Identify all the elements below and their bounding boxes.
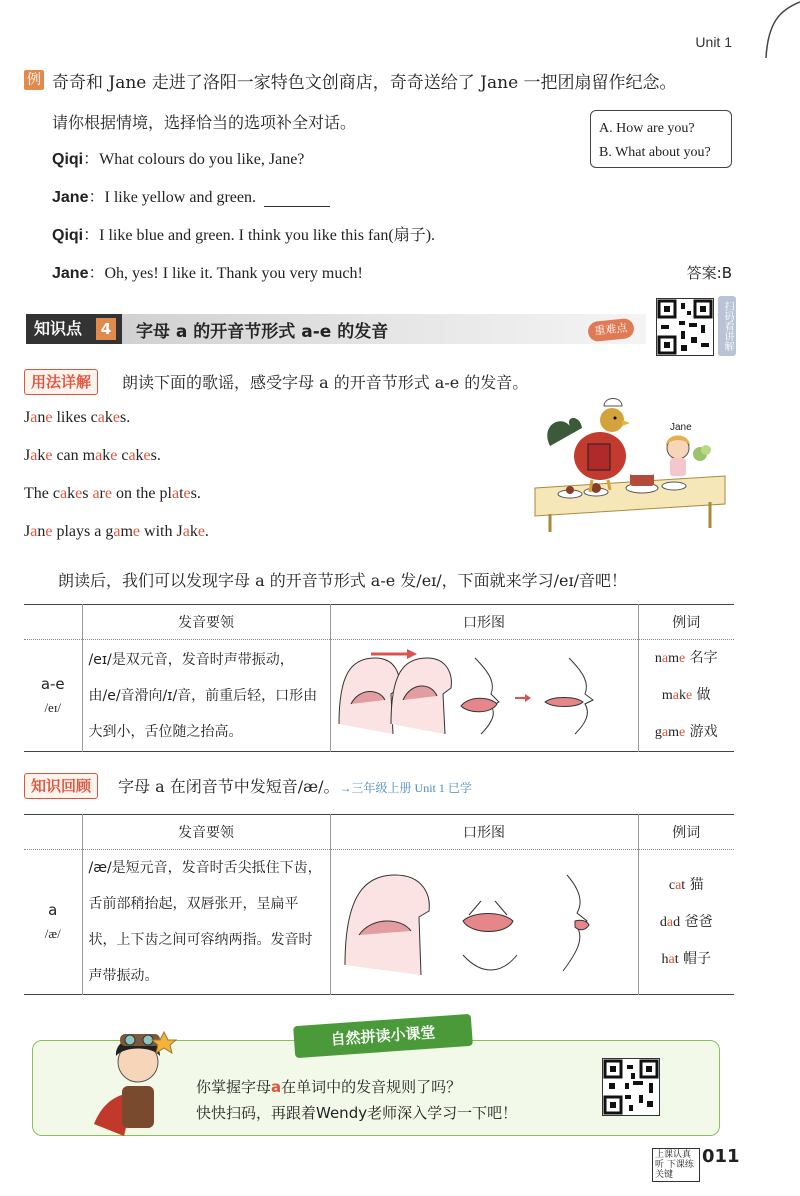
meaning: 游戏 (689, 724, 718, 740)
rhyme-word: Jake (24, 447, 53, 464)
dialogue-text: I like blue and green. I think you like this fan(扇子). (99, 227, 436, 244)
example-words (638, 640, 734, 752)
rhyme-word: cakes. (121, 447, 161, 464)
rhyme-word: Jake. (176, 523, 209, 540)
rhyme-line-4: Jane plays a game with Jake. (24, 523, 209, 540)
recall-text (118, 774, 472, 797)
phonetic: /æ/ (44, 926, 61, 941)
girl-label: Jane (670, 422, 692, 433)
knowledge-point-tag: 知识点 (26, 314, 122, 344)
example-word (639, 714, 735, 751)
word: hat (661, 951, 679, 967)
options-box (590, 110, 732, 168)
option-a: A. How are you? (599, 121, 695, 136)
pronunciation-table-ae (24, 604, 734, 752)
recall-note: →三年级上册 Unit 1 已学 (339, 781, 472, 795)
option-b: B. What about you? (599, 145, 711, 160)
table-header: 发音要领 (82, 605, 330, 640)
table-header: 例词 (638, 815, 734, 850)
usage-tag: 用法详解 (24, 369, 98, 395)
meaning: 猫 (689, 876, 704, 893)
table-header: 口形图 (330, 605, 638, 640)
summary-text: 朗读后，我们可以发现字母 a 的开音节形式 a-e 发/eɪ/，下面就来学习/eɪ/音吧！ (58, 571, 628, 590)
qr-code-icon[interactable] (602, 1058, 660, 1116)
cartoon-boy-illustration (84, 1012, 184, 1142)
example-word (639, 941, 735, 978)
answer-label: 答案:B (686, 264, 732, 282)
knowledge-point-number: 4 (96, 318, 116, 340)
word: cat (668, 877, 686, 893)
example-word (639, 867, 735, 904)
page-number: 011 (702, 1146, 740, 1167)
word: game (654, 725, 686, 740)
footer-slogan: 上课认真听 下课练关键 (652, 1148, 700, 1182)
word: make (661, 688, 693, 703)
page-corner-curve (740, 0, 800, 60)
letter-cell (24, 850, 82, 995)
side-tab: 扫码看讲解 (718, 296, 736, 356)
table-header: 例词 (638, 605, 734, 640)
speaker: Qiqi (52, 227, 84, 244)
rhyme-word: plates. (159, 485, 201, 502)
difficulty-badge: 重难点 (587, 318, 635, 343)
dialogue-line-1 (52, 146, 304, 169)
rhyme-word: cakes. (90, 409, 131, 426)
mouth-shape-cell (330, 850, 638, 995)
rhyme-line-1: Jane likes cakes. (24, 409, 131, 426)
recall-tag: 知识回顾 (24, 773, 98, 799)
table-header-row (24, 815, 734, 850)
meaning: 爸爸 (684, 913, 713, 930)
phonics-letter: a (271, 1078, 282, 1096)
dialogue-line-4 (52, 260, 363, 283)
phonetic: /eɪ/ (44, 699, 62, 715)
rhyme-word: make (82, 447, 118, 464)
word: dad (659, 914, 681, 930)
speaker-sep: ： (88, 265, 105, 282)
knowledge-point-title: 字母 a 的开音节形式 a-e 的发音 (136, 322, 389, 342)
speaker-sep: ： (88, 189, 105, 206)
dialogue-text: I like yellow and green. (104, 189, 256, 206)
rhyme-word: game (105, 523, 141, 540)
example-word (639, 904, 735, 941)
table-row (24, 640, 734, 752)
example-badge: 例 (24, 70, 44, 90)
example-instruction: 请你根据情境，选择恰当的选项补全对话。 (52, 113, 357, 132)
speaker: Jane (52, 265, 89, 282)
rhyme-word: are (92, 485, 112, 502)
phonics-line-1-post: 在单词中的发音规则了吗？ (281, 1078, 462, 1096)
example-word (639, 640, 735, 677)
rhyme-word: Jane (24, 523, 53, 540)
table-header (24, 605, 82, 640)
table-header-row (24, 605, 734, 640)
phonics-line-2: 快快扫码，再跟着Wendy老师深入学习一下吧！ (196, 1104, 518, 1122)
example-words (638, 850, 734, 995)
table-header: 发音要领 (82, 815, 330, 850)
pronunciation-tip: /æ/是短元音，发音时舌尖抵住下齿，舌前部稍抬起，双唇张开，呈扁平状，上下齿之间可容纳两指。发音时声带振动。 (82, 850, 330, 995)
pronunciation-table-a (24, 814, 734, 995)
speaker-sep: ： (83, 227, 100, 244)
example-word (639, 677, 735, 714)
table-row (24, 850, 734, 995)
table-header (24, 815, 82, 850)
table-header: 口形图 (330, 815, 638, 850)
speaker: Jane (52, 189, 89, 206)
letter: a-e (40, 674, 65, 693)
speaker-sep: ： (83, 151, 100, 168)
usage-text: 朗读下面的歌谣，感受字母 a 的开音节形式 a-e 的发音。 (122, 373, 529, 392)
answer-blank[interactable] (264, 192, 330, 207)
mouth-shape-cell (330, 640, 638, 752)
mouth-shape-diagram (331, 855, 631, 985)
qr-code-icon[interactable] (656, 298, 714, 356)
rooster-and-girl-illustration (530, 396, 730, 536)
meaning: 帽子 (683, 950, 712, 967)
phonics-line-1-pre: 你掌握字母 (196, 1078, 272, 1096)
unit-label: Unit 1 (695, 34, 732, 50)
rhyme-word: Jane (24, 409, 53, 426)
pronunciation-tip: /eɪ/是双元音，发音时声带振动，由/e/音滑向/ɪ/音，前重后轻，口形由大到小，舌位随之抬高。 (82, 640, 330, 752)
word: name (654, 651, 686, 666)
mouth-shape-diagram (331, 644, 631, 744)
meaning: 做 (696, 687, 711, 703)
dialogue-text: Oh, yes! I like it. Thank you very much! (104, 265, 363, 282)
rhyme-line-3: The cakes are on the plates. (24, 485, 201, 502)
letter-cell (24, 640, 82, 752)
dialogue-line-2 (52, 184, 330, 207)
rhyme-word: cakes (52, 485, 89, 502)
dialogue-text: What colours do you like, Jane? (99, 151, 305, 168)
rhyme-line-2: Jake can make cakes. (24, 447, 161, 464)
letter: a (48, 901, 58, 919)
recall-sentence: 字母 a 在闭音节中发短音/æ/。 (118, 777, 340, 796)
example-intro: 奇奇和 Jane 走进了洛阳一家特色文创商店，奇奇送给了 Jane 一把团扇留作纪念。 (52, 73, 677, 93)
phonics-title: 自然拼读小课堂 (293, 1014, 473, 1058)
speaker: Qiqi (52, 151, 84, 168)
phonics-line-1 (196, 1076, 461, 1097)
dialogue-line-3 (52, 222, 435, 245)
meaning: 名字 (689, 650, 718, 666)
